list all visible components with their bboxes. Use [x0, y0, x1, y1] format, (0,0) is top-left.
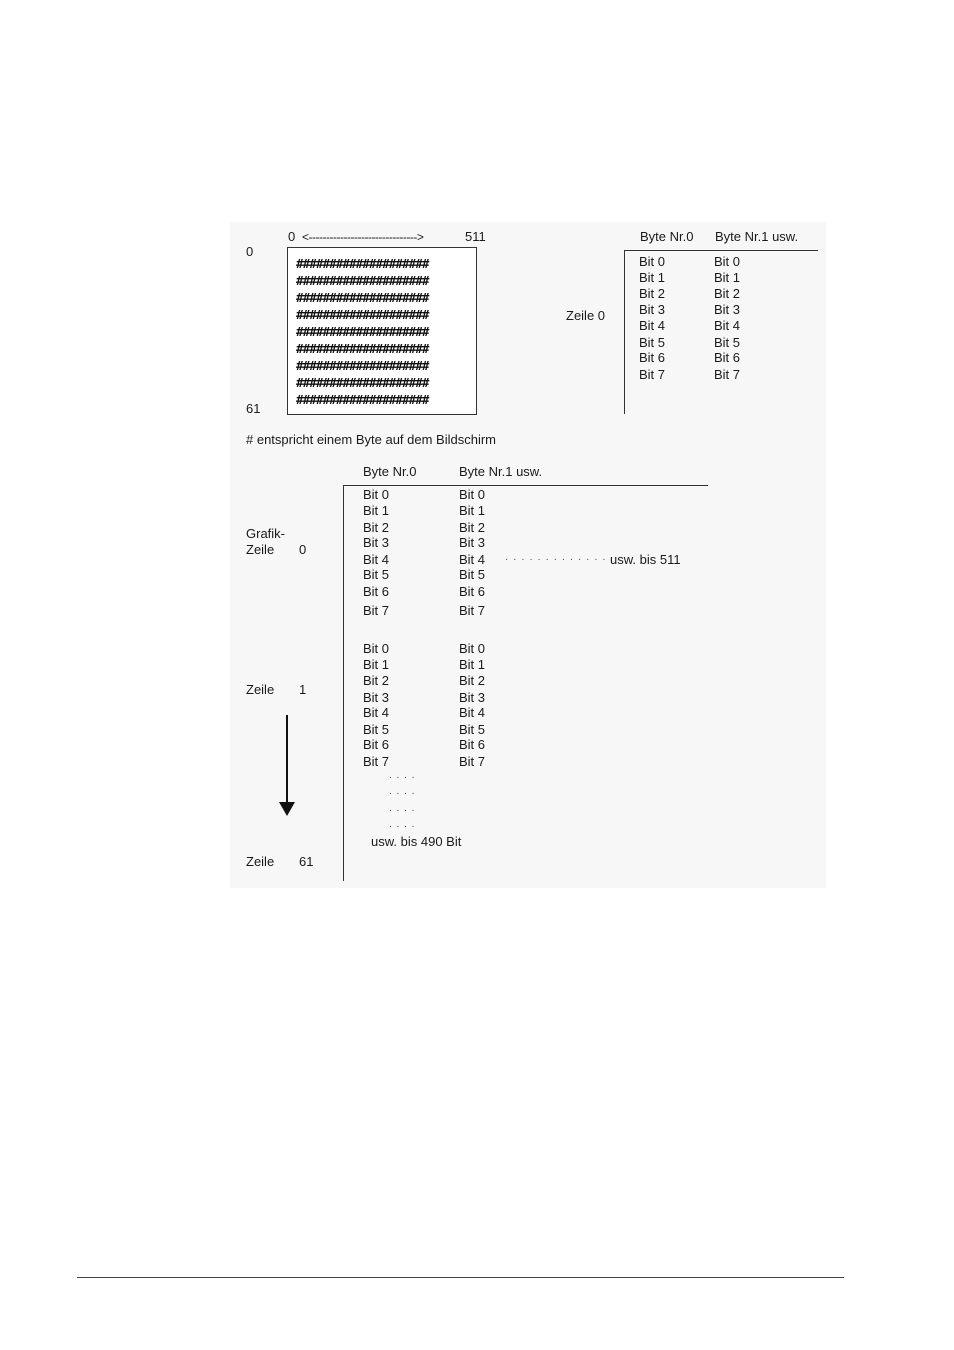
bit-label: Bit 1 — [714, 270, 741, 285]
continuation-label-511: usw. bis 511 — [610, 552, 681, 567]
bit-label: Bit 4 — [714, 318, 741, 333]
bit-label: Bit 7 — [363, 603, 390, 618]
bit-label: Bit 6 — [639, 350, 666, 365]
bit-label: Bit 3 — [363, 535, 390, 550]
bit-label: Bit 7 — [459, 754, 486, 769]
grid-row: #################### — [296, 256, 429, 271]
down-arrow-shaft — [286, 715, 288, 803]
bit-label: Bit 1 — [459, 503, 486, 518]
vertical-ellipsis: . . . . — [389, 803, 416, 814]
bit-label: Bit 2 — [459, 520, 486, 535]
y-axis-end: 61 — [246, 401, 261, 416]
bit-label: Bit 0 — [714, 254, 741, 269]
grid-row: #################### — [296, 392, 429, 407]
x-axis-end: 511 — [465, 229, 486, 244]
bit-label: Bit 1 — [363, 503, 390, 518]
bit-label: Bit 1 — [459, 657, 486, 672]
bit-label: Bit 0 — [363, 641, 390, 656]
vertical-ellipsis: . . . . — [389, 770, 416, 781]
bit-label: Bit 0 — [363, 487, 390, 502]
bit-label: Bit 5 — [363, 567, 390, 582]
bit-label: Bit 0 — [459, 487, 486, 502]
row-number-0: 0 — [299, 542, 307, 557]
bit-label: Bit 7 — [363, 754, 390, 769]
bit-label: Bit 6 — [363, 584, 390, 599]
bottom-table-axis-rule — [343, 485, 344, 881]
bit-label: Bit 4 — [363, 552, 390, 567]
grid-row: #################### — [296, 307, 429, 322]
grid-row: #################### — [296, 341, 429, 356]
grid-row: #################### — [296, 290, 429, 305]
bit-label: Bit 7 — [714, 367, 741, 382]
bit-label: Bit 3 — [459, 690, 486, 705]
bit-label: Bit 3 — [714, 302, 741, 317]
row-number-61: 61 — [299, 854, 314, 869]
bit-label: Bit 5 — [459, 722, 486, 737]
bottom-table-header-byte0: Byte Nr.0 — [363, 464, 417, 479]
bit-label: Bit 0 — [639, 254, 666, 269]
bit-label: Bit 4 — [459, 705, 486, 720]
bit-label: Bit 2 — [459, 673, 486, 688]
continuation-dots: · · · · · · · · · · · · · — [505, 554, 607, 565]
bit-label: Bit 7 — [459, 603, 486, 618]
bit-label: Bit 1 — [639, 270, 666, 285]
bit-label: Bit 1 — [363, 657, 390, 672]
bit-label: Bit 4 — [363, 705, 390, 720]
bit-label: Bit 2 — [363, 673, 390, 688]
bit-label: Bit 6 — [459, 584, 486, 599]
grid-row: #################### — [296, 375, 429, 390]
grid-caption: # entspricht einem Byte auf dem Bildschirm — [246, 432, 496, 447]
grid-row: #################### — [296, 358, 429, 373]
y-axis-start: 0 — [246, 244, 254, 259]
bottom-table-header-rule — [343, 485, 708, 486]
row-label-zeile-0: Zeile — [246, 542, 275, 557]
footer-rule — [77, 1277, 844, 1278]
bit-label: Bit 7 — [639, 367, 666, 382]
grid-row: #################### — [296, 324, 429, 339]
top-table-header-byte1: Byte Nr.1 usw. — [715, 229, 799, 244]
top-table-header-byte0: Byte Nr.0 — [640, 229, 694, 244]
bit-label: Bit 5 — [363, 722, 390, 737]
top-table-row-label: Zeile 0 — [566, 308, 606, 323]
continuation-label-490: usw. bis 490 Bit — [371, 834, 462, 849]
vertical-ellipsis: . . . . — [389, 786, 416, 797]
down-arrow-icon — [279, 802, 295, 816]
screen-byte-grid — [287, 247, 477, 415]
bit-label: Bit 2 — [363, 520, 390, 535]
x-axis-arrow: <-------------------------------> — [302, 230, 424, 244]
bit-label: Bit 6 — [363, 737, 390, 752]
bit-label: Bit 2 — [714, 286, 741, 301]
row-label-zeile-61: Zeile — [246, 854, 275, 869]
row-label-zeile-1: Zeile — [246, 682, 275, 697]
bit-label: Bit 3 — [639, 302, 666, 317]
top-table-header-rule — [624, 250, 818, 251]
bottom-table-header-byte1: Byte Nr.1 usw. — [459, 464, 543, 479]
bit-label: Bit 5 — [459, 567, 486, 582]
top-table-axis-rule — [624, 250, 625, 414]
bit-label: Bit 4 — [639, 318, 666, 333]
vertical-ellipsis: . . . . — [389, 819, 416, 830]
bit-label: Bit 3 — [363, 690, 390, 705]
bit-label: Bit 0 — [459, 641, 486, 656]
bit-label: Bit 6 — [714, 350, 741, 365]
row-number-1: 1 — [299, 682, 307, 697]
grid-row: #################### — [296, 273, 429, 288]
bit-label: Bit 5 — [639, 335, 666, 350]
bit-label: Bit 4 — [459, 552, 486, 567]
row-label-grafik: Grafik- — [246, 526, 285, 541]
bit-label: Bit 3 — [459, 535, 486, 550]
x-axis-start: 0 — [288, 229, 296, 244]
bit-label: Bit 2 — [639, 286, 666, 301]
bit-label: Bit 5 — [714, 335, 741, 350]
bit-label: Bit 6 — [459, 737, 486, 752]
